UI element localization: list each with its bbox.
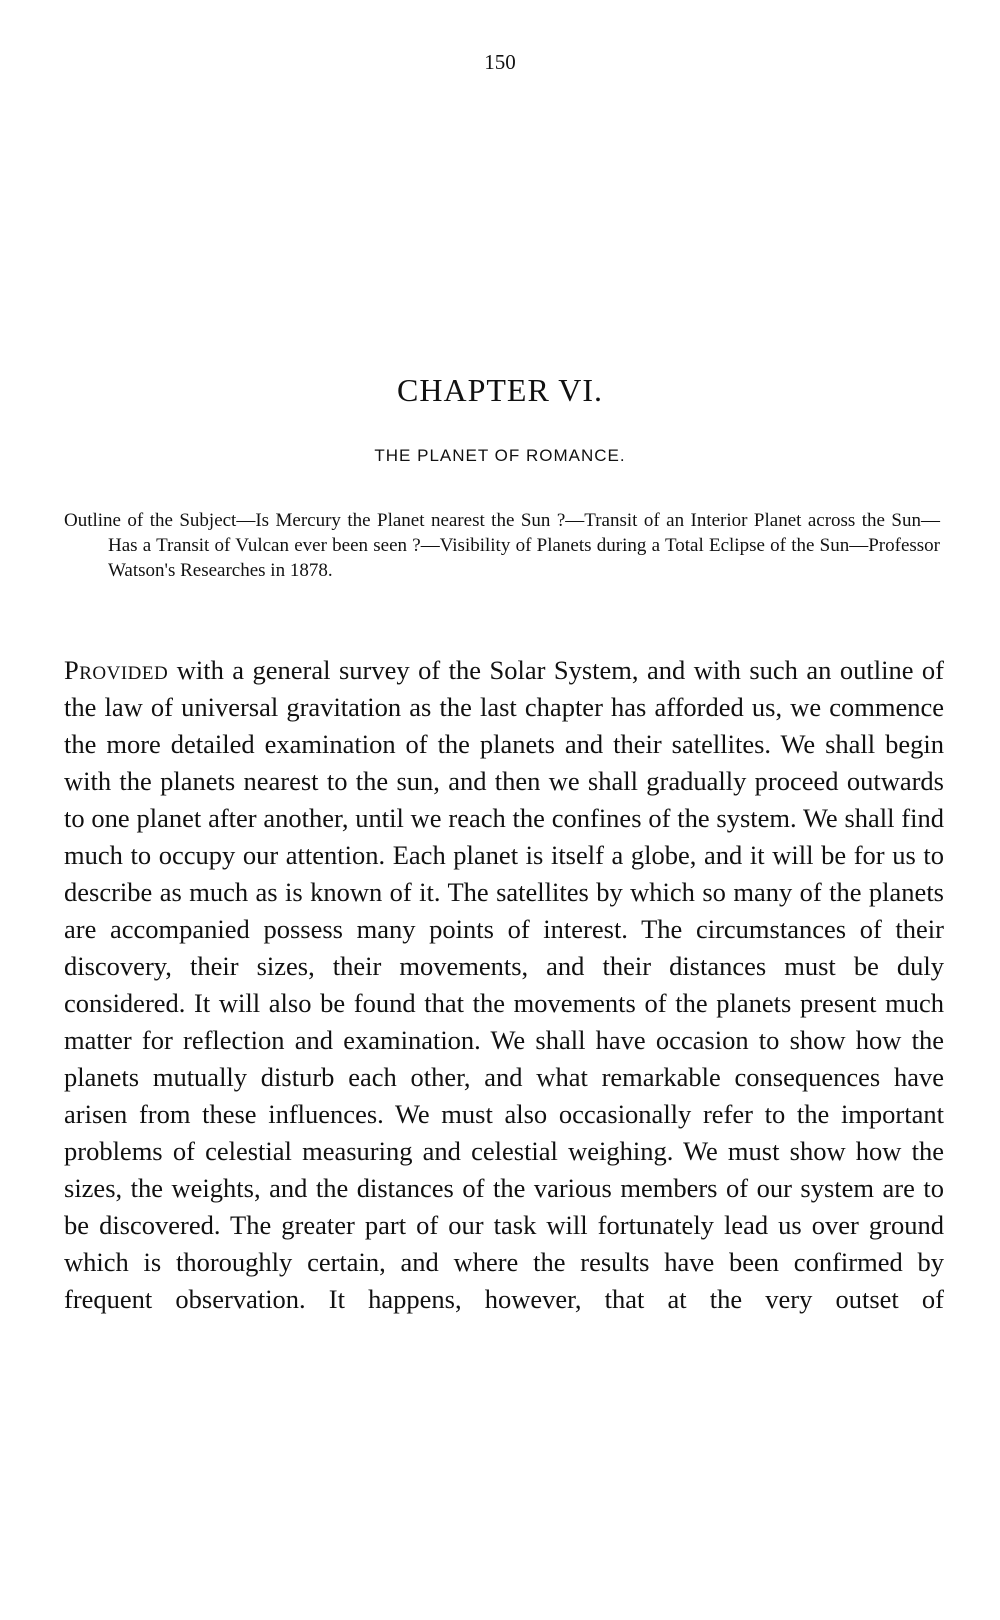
- body-paragraph: [64, 652, 944, 1318]
- chapter-subtitle: THE PLANET OF ROMANCE.: [374, 446, 626, 465]
- chapter-synopsis: Outline of the Subject—Is Mercury the Planet nearest the Sun ?—Transit of an Interior Planet across the Sun—Has a Transit of Vulcan ever been seen ?—Visibility of Planets during a Total Eclipse of the Sun—Professor Watson's Researches in 1878.: [64, 510, 940, 581]
- paragraph-lead-in: Provided: [64, 655, 169, 685]
- page-number: 150: [484, 50, 516, 74]
- chapter-title: CHAPTER VI.: [397, 372, 603, 408]
- paragraph-text: with a general survey of the Solar System, and with such an outline of the law of universal gravitation as the last chapter has afforded us, we commence the more detailed examination of the planets and their satellites. We shall begin with the planets nearest to the sun, and then we shall gradually proceed outwards to one planet after another, until we reach the confines of the system. We shall find much to occupy our attention. Each planet is itself a globe, and it will be for us to describe as much as is known of it. The satellites by which so many of the planets are accompanied possess many points of interest. The circumstances of their discovery, their sizes, their movements, and their distances must be duly considered. It will also be found that the movements of the planets present much matter for reflection and examination. We shall have occasion to show how the planets mutually disturb each other, and what remarkable consequences have arisen from these influences. We must also occasionally refer to the important problems of celestial measuring and celestial weighing. We must show how the sizes, the weights, and the distances of the various members of our system are to be discovered. The greater part of our task will fortunately lead us over ground which is thoroughly certain, and where the results have been confirmed by frequent observation. It happens, however, that at the very outset of: [64, 655, 944, 1314]
